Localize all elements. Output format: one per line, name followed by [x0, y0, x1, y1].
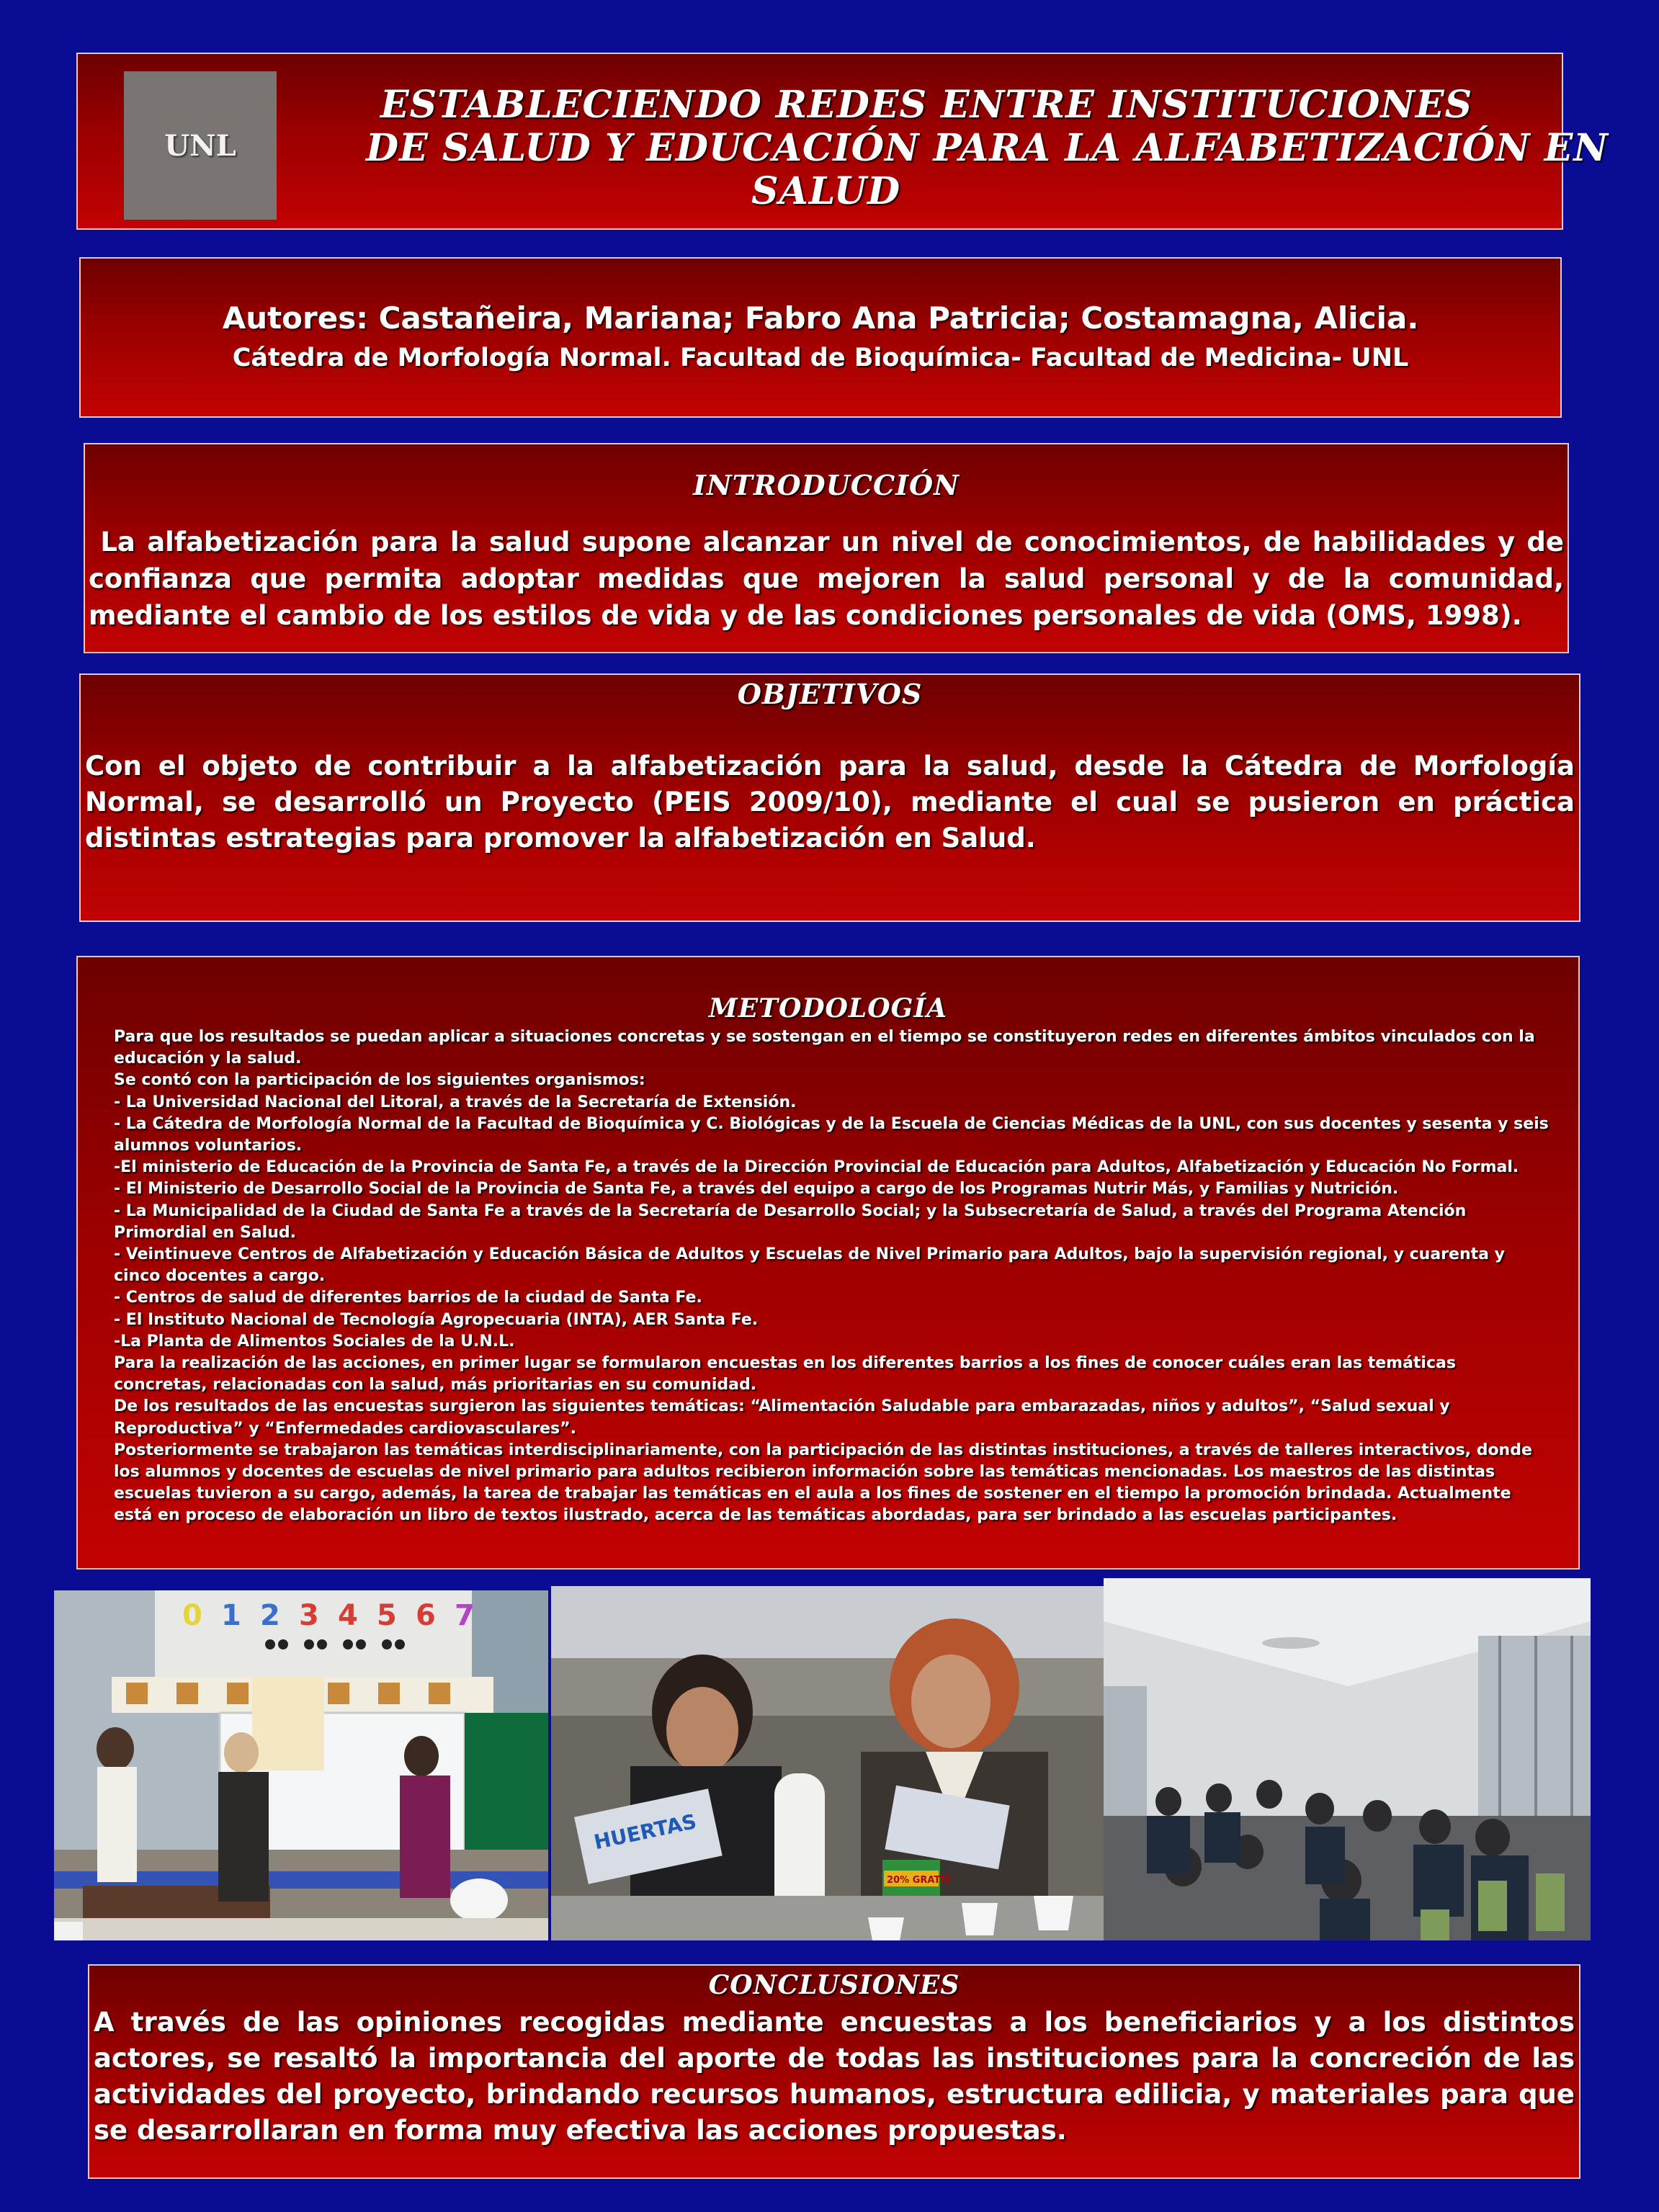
methodology-paragraph: - La Cátedra de Morfología Normal de la Facultad de Bioquímica y C. Biológicas y de la Escuela de Ciencias Médicas de la UNL, con sus docentes y sesenta y seis alumnos voluntarios. — [114, 1114, 1549, 1155]
photo-workshop-illustration — [551, 1586, 1104, 1940]
methodology-paragraph: - Centros de salud de diferentes barrios de la ciudad de Santa Fe. — [114, 1289, 702, 1307]
methodology-paragraph: De los resultados de las encuestas surgieron las siguientes temáticas: “Alimentación Saludable para embarazadas, niños y adultos”, “Salud sexual y Reproductiva” y “Enfermedades cardiovasculares”. — [114, 1397, 1450, 1438]
methodology-paragraph: - La Universidad Nacional del Litoral, a través de la Secretaría de Extensión. — [114, 1093, 797, 1111]
objectives-text: Con el objeto de contribuir a la alfabetización para la salud, desde la Cátedra de Morfología Normal, se desarrolló un Proyecto (PEIS 2009/10), mediante el cual se pusieron en práctica distintas estrategias para promover la alfabetización en Salud. — [85, 751, 1575, 854]
introduction-text: La alfabetización para la salud supone alcanzar un nivel de conocimientos, de habilidades y de confianza que permita adoptar medidas que mejoren la salud personal y de la comunidad, mediante el cambio de los estilos de vida y de las condiciones personales de vida (OMS, 1998). — [89, 527, 1573, 631]
authors-panel — [79, 257, 1562, 418]
number-card: 7 — [455, 1599, 475, 1632]
conclusions-heading: CONCLUSIONES — [708, 1970, 960, 2000]
number-card: 6 — [416, 1599, 436, 1632]
methodology-paragraph: - Veintinueve Centros de Alfabetización y Educación Básica de Adultos y Escuelas de Nivel Primario para Adultos, bajo la supervisión regional, y cuarenta y cinco docentes a cargo. — [114, 1245, 1505, 1286]
bag-label: HUERTAS — [591, 1809, 699, 1855]
box-badge: 20% GRATIS — [887, 1875, 951, 1886]
objectives-panel — [79, 673, 1580, 922]
photo-audience-illustration — [1104, 1578, 1591, 1940]
methodology-paragraph: Se contó con la participación de los siguientes organismos: — [114, 1071, 645, 1090]
objectives-heading: OBJETIVOS — [737, 678, 923, 710]
methodology-paragraph: Para la realización de las acciones, en primer lugar se formularon encuestas en los diferentes barrios a los fines de conocer cuáles eran las temáticas concretas, relacionadas con la salud, más prioritarias en su comunidad. — [114, 1354, 1456, 1394]
logo-text: UNL — [164, 128, 236, 163]
introduction-panel — [84, 443, 1573, 653]
methodology-paragraph: -La Planta de Alimentos Sociales de la U.N.L. — [114, 1332, 515, 1351]
photo-audience-room — [1104, 1578, 1591, 1940]
number-card: 3 — [299, 1599, 319, 1632]
methodology-paragraph: - El Instituto Nacional de Tecnología Agropecuaria (INTA), AER Santa Fe. — [114, 1310, 759, 1329]
title-panel — [76, 53, 1609, 230]
title-line-2: DE SALUD Y EDUCACIÓN PARA LA ALFABETIZACIÓN EN — [366, 126, 1609, 170]
number-card: 4 — [338, 1599, 358, 1632]
number-card: 1 — [221, 1599, 241, 1632]
conclusions-panel — [88, 1964, 1580, 2179]
number-card: 5 — [377, 1599, 397, 1632]
number-card: 2 — [260, 1599, 280, 1632]
methodology-body — [114, 1026, 1554, 1527]
title-line-3: SALUD — [751, 169, 901, 213]
unl-logo — [124, 71, 277, 220]
authors-names: Autores: Castañeira, Mariana; Fabro Ana Patricia; Costamagna, Alicia. — [222, 300, 1419, 336]
photo-classroom-presentation — [54, 1590, 548, 1940]
methodology-paragraph: - La Municipalidad de la Ciudad de Santa Fe a través de la Secretaría de Desarrollo Social; y la Subsecretaría de Salud, a través del Programa Atención Primordial en Salud. — [114, 1201, 1467, 1242]
title-line-1: ESTABLECIENDO REDES ENTRE INSTITUCIONES — [380, 83, 1473, 127]
methodology-paragraph: - El Ministerio de Desarrollo Social de la Provincia de Santa Fe, a través del equipo a cargo de los Programas Nutrir Más, y Familias y Nutrición. — [114, 1180, 1399, 1199]
methodology-heading: METODOLOGÍA — [708, 993, 948, 1024]
methodology-paragraph: Posteriormente se trabajaron las temáticas interdisciplinariamente, con la participación de las distintas instituciones, a través de talleres interactivos, donde los alumnos y docentes de escuelas de nivel primario para adultos recibieron información sobre las temáticas mencionadas. Los maestros de las distintas escuelas tuvieron a su cargo, además, la tarea de trabajar las temáticas en el aula a los fines de sostener en el tiempo la promoción brindada. Actualmente está en proceso de elaboración un libro de textos ilustrado, acerca de las temáticas abordadas, para ser brindado a las escuelas participantes. — [114, 1441, 1532, 1525]
photo-classroom-illustration — [54, 1590, 548, 1940]
methodology-panel — [76, 956, 1580, 1570]
number-card: 0 — [182, 1599, 202, 1632]
methodology-paragraph: Para que los resultados se puedan aplicar a situaciones concretas y se sostengan en el tiempo se constituyeron redes en diferentes ámbitos vinculados con la educación y la salud. — [114, 1028, 1535, 1068]
conclusions-text: A través de las opiniones recogidas mediante encuestas a los beneficiarios y a los distintos actores, se resaltó la importancia del aporte de todas las instituciones para la concreción de las actividades del proyecto, brindando recursos humanos, estructura edilicia, y materiales para que se desarrollaran en forma muy efectiva las acciones propuestas. — [94, 2007, 1575, 2146]
authors-affiliation: Cátedra de Morfología Normal. Facultad de Bioquímica- Facultad de Medicina- UNL — [232, 344, 1409, 372]
methodology-paragraph: -El ministerio de Educación de la Provincia de Santa Fe, a través de la Dirección Provincial de Educación para Adultos, Alfabetización y Educación No Formal. — [114, 1158, 1519, 1177]
photo-workshop-materials — [551, 1586, 1104, 1940]
introduction-heading: INTRODUCCIÓN — [693, 469, 960, 501]
